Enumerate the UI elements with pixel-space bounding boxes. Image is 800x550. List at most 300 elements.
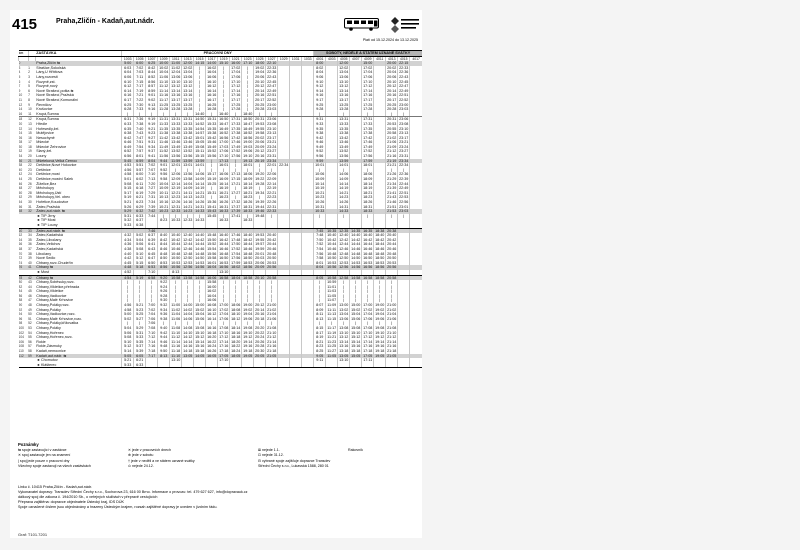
departure-time: | <box>206 321 218 326</box>
departure-time: 8:59 <box>146 89 158 94</box>
trip-number: 1007 <box>146 56 158 61</box>
stop-name: Kadaň,aut.nádr. ⇆ <box>35 354 121 359</box>
departure-time: 8:57 <box>146 84 158 89</box>
departure-time: 9:52 <box>158 168 170 173</box>
departure-time: 6:12 <box>122 84 134 89</box>
departure-time <box>266 363 278 368</box>
departure-time: 8:13 <box>158 354 170 359</box>
departure-time: 11:05 <box>327 353 337 358</box>
departure-time: 18:56 <box>243 265 253 270</box>
departure-time: 22:47 <box>267 84 277 89</box>
departure-time: 14:14 <box>339 181 349 186</box>
departure-time: 9:52 <box>314 149 326 154</box>
departure-time: | <box>218 321 230 326</box>
departure-time: 17:13 <box>231 172 241 177</box>
departure-time: 16:16 <box>207 93 217 98</box>
departure-time: 13:42 <box>183 135 193 140</box>
footnote: † jede v neděli a ve státem uznané svátky <box>128 458 195 463</box>
departure-time: 8:19 <box>314 335 326 340</box>
row-km: 106 <box>18 339 25 344</box>
departure-time: 12:26 <box>171 200 181 204</box>
departure-time: | <box>374 285 386 290</box>
departure-time: 14:58 <box>195 275 205 280</box>
departure-time: | <box>314 298 326 303</box>
departure-time: 14:26 <box>339 200 349 204</box>
departure-time: 13:25 <box>171 102 181 107</box>
departure-time: 16:56 <box>363 265 373 270</box>
row-km: 92 <box>18 307 23 312</box>
departure-time: 14:18 <box>183 349 193 353</box>
departure-time: 22:26 <box>267 200 277 204</box>
departure-time: 17:35 <box>231 126 241 131</box>
departure-time: 11:01 <box>327 284 337 289</box>
departure-time: 18:40 <box>375 233 385 238</box>
departure-time: 9:34 <box>146 145 158 150</box>
stop-name: Hořesedly,žel. <box>36 126 60 131</box>
departure-time: 14:40 <box>195 111 205 116</box>
departure-time: | <box>194 168 206 173</box>
departure-time: 9:49 <box>314 145 326 150</box>
departure-time: 20:09 <box>255 265 265 270</box>
departure-time: 17:18 <box>363 349 373 353</box>
row-index: 48 <box>28 303 32 308</box>
departure-time: 16:40 <box>219 111 229 116</box>
departure-time: 15:08 <box>351 326 361 331</box>
trip-number: 4015 <box>398 56 410 61</box>
departure-time: | <box>122 321 134 326</box>
departure-time: 7:08 <box>146 326 158 331</box>
departure-time: | <box>314 321 326 326</box>
departure-time: 7:33 <box>134 107 146 112</box>
departure-time: | <box>194 75 206 80</box>
row-index: 35 <box>28 237 32 242</box>
departure-time: | <box>194 93 206 98</box>
departure-time: 6:39 <box>146 238 158 243</box>
departure-time: 18:56 <box>375 265 385 270</box>
row-km: 7 <box>18 84 21 89</box>
departure-time: 22:43 <box>399 74 409 79</box>
departure-time: 22:56 <box>399 200 409 204</box>
departure-time: 21:02 <box>267 307 277 312</box>
departure-time: 11:14 <box>171 339 181 344</box>
departure-time: 6:18 <box>134 186 146 191</box>
departure-time: 16:00 <box>207 284 217 289</box>
departure-time: 23:34 <box>267 158 277 163</box>
departure-time: 10:56 <box>327 265 337 270</box>
row-index: 54 <box>28 330 32 335</box>
departure-time: 5:21 <box>122 200 134 205</box>
departure-time: | <box>350 285 362 290</box>
departure-time: 15:36 <box>207 200 217 204</box>
departure-time: 5:17 <box>122 191 134 196</box>
trip-number: 1033 <box>302 56 314 61</box>
departure-time: 10:31 <box>315 204 325 209</box>
departure-time: 17:16 <box>219 344 229 349</box>
departure-time: 16:04 <box>207 70 217 75</box>
departure-time: 10:19 <box>315 186 325 191</box>
departure-time: 14:06 <box>339 172 349 177</box>
row-km: 4 <box>18 70 21 75</box>
departure-time: 5:14 <box>122 349 134 354</box>
departure-time: | <box>194 289 206 294</box>
departure-time: 7:10 <box>146 172 158 177</box>
departure-time: | <box>194 80 206 85</box>
departure-time: 11:16 <box>171 344 181 349</box>
row-km: 22 <box>18 126 23 131</box>
departure-time: 14:21 <box>183 204 193 209</box>
departure-time: 15:16 <box>351 344 361 349</box>
departure-time: | <box>386 285 398 290</box>
departure-time: 12:14 <box>171 181 181 186</box>
departure-time: | <box>254 186 266 191</box>
row-km: 10 <box>18 93 23 98</box>
departure-time: 13:02 <box>339 307 349 312</box>
departure-time: 13:56 <box>183 154 193 159</box>
departure-time: 4:54 <box>122 275 134 280</box>
departure-time: 13:16 <box>339 344 349 349</box>
departure-time: 7:27 <box>146 186 158 191</box>
departure-time: 11:08 <box>171 326 181 331</box>
departure-time: 20:16 <box>255 312 265 317</box>
departure-time: 22:51 <box>399 93 409 98</box>
departure-time: 8:11 <box>314 312 326 317</box>
departure-time: 9:17 <box>314 98 326 103</box>
departure-time: 19:06 <box>375 316 385 321</box>
stop-name: Lány,U Hřbitova <box>36 70 63 75</box>
departure-time: 21:41 <box>387 190 397 195</box>
stop-name: Chbany,Poláky,rozc. <box>36 303 70 308</box>
row-index: 57 <box>28 344 32 349</box>
departure-time: 6:06 <box>122 75 134 80</box>
row-index: 19 <box>28 149 32 154</box>
departure-time: 12:40 <box>339 233 349 238</box>
departure-time: 14:16 <box>183 200 193 204</box>
departure-time: 5:39 <box>134 349 146 354</box>
departure-time: 19:12 <box>375 335 385 340</box>
departure-time: | <box>254 285 266 290</box>
departure-time: | <box>230 159 242 164</box>
departure-time: 23:01 <box>399 204 409 209</box>
departure-time: 23:00 <box>267 102 277 107</box>
departure-time <box>146 363 158 368</box>
departure-time: 22:34 <box>399 163 409 168</box>
departure-time: 7:44 <box>146 214 158 219</box>
departure-time: 4:58 <box>122 308 134 313</box>
departure-time: 5:29 <box>134 326 146 331</box>
departure-time: 7:06 <box>146 317 158 322</box>
departure-time: 13:17 <box>183 97 193 102</box>
footnote: ✕ jede v pracovních dnech <box>128 448 171 452</box>
footnote: ⊕ jede v sobotu <box>128 453 154 458</box>
departure-time: | <box>374 289 386 294</box>
departure-time: 22:10 <box>267 61 277 66</box>
row-index: 26 <box>28 181 32 186</box>
departure-time: 22:44 <box>399 181 409 186</box>
departure-time: 5:31 <box>134 331 146 336</box>
departure-time: | <box>230 280 242 285</box>
departure-time: 15:15 <box>195 154 205 159</box>
departure-time: 22:15 <box>399 61 409 66</box>
departure-time: 18:46 <box>375 246 385 251</box>
row-km: 46 <box>18 181 23 186</box>
departure-time: | <box>218 80 230 85</box>
timetable-sheet <box>10 10 422 538</box>
departure-time: 17:06 <box>231 74 241 79</box>
departure-time: 5:01 <box>122 177 134 182</box>
departure-time: 10:09 <box>159 186 169 191</box>
departure-time: 13:35 <box>171 126 181 131</box>
departure-time: 18:08 <box>231 307 241 312</box>
departure-time: 7:54 <box>314 247 326 252</box>
stop-name: Žatec,Pražská <box>36 204 60 209</box>
departure-time: 23:31 <box>399 154 409 159</box>
departure-time: 12:04 <box>171 70 181 75</box>
departure-time: 6:23 <box>134 200 146 205</box>
departure-time: 18:48 <box>375 251 385 256</box>
departure-time: | <box>266 280 278 285</box>
row-index: 30 <box>28 200 32 204</box>
departure-time: 7:57 <box>134 149 146 154</box>
departure-time: 12:50 <box>339 256 349 261</box>
departure-time: 16:06 <box>207 74 217 79</box>
departure-time: | <box>194 98 206 103</box>
departure-time: 18:21 <box>243 190 253 195</box>
departure-time: 23:21 <box>399 140 409 145</box>
departure-time: | <box>170 321 182 326</box>
departure-time: 14:46 <box>195 246 205 251</box>
stop-name: Chbany,Poláky,křižovatka <box>36 321 79 326</box>
departure-time: 22:51 <box>399 190 409 195</box>
departure-time: 20:12 <box>255 84 265 89</box>
departure-time: 18:58 <box>243 275 253 280</box>
departure-time: | <box>266 214 278 219</box>
departure-time: 17:10 <box>219 330 229 335</box>
departure-time: | <box>350 280 362 285</box>
departure-time: 19:44 <box>255 204 265 209</box>
stop-name: ◄ TIP Most <box>36 218 56 223</box>
departure-time: 13:59 <box>339 158 349 163</box>
departure-time: 8:42 <box>146 66 158 71</box>
departure-time: 9:30 <box>158 298 170 303</box>
departure-time: 16:53 <box>363 260 373 265</box>
departure-time: | <box>122 298 134 303</box>
departure-time: 17:08 <box>219 326 229 331</box>
row-index: 4 <box>28 79 30 84</box>
departure-time: | <box>398 112 410 117</box>
departure-time: 8:56 <box>146 80 158 85</box>
departure-time: | <box>254 289 266 294</box>
departure-time: | <box>266 112 278 117</box>
departure-time: 15:06 <box>351 316 361 321</box>
validity-period: Platí od 15.12.2024 do 13.12.2025 <box>362 38 418 42</box>
departure-time: 9:25 <box>314 103 326 108</box>
departure-time: 6:32 <box>134 209 146 214</box>
departure-time: 20:28 <box>255 344 265 349</box>
trip-number: 1019 <box>218 56 230 61</box>
departure-time: 10:26 <box>315 200 325 204</box>
departure-time: | <box>242 84 254 89</box>
departure-time: 18:47 <box>243 121 253 126</box>
departure-time: 10:14 <box>315 181 325 186</box>
departure-time: 13:52 <box>171 149 181 154</box>
departure-time: | <box>194 70 206 75</box>
departure-time: 16:33 <box>219 218 229 223</box>
departure-time: | <box>218 89 230 94</box>
row-index: 51 <box>28 316 32 321</box>
departure-time: 8:50 <box>158 256 170 261</box>
departure-time: 14:10 <box>183 330 193 335</box>
departure-time: 9:19 <box>146 117 158 122</box>
departure-time: 13:56 <box>171 154 181 159</box>
departure-time: 11:38 <box>159 131 169 136</box>
departure-time: | <box>254 195 266 200</box>
row-index: 53 <box>28 326 32 331</box>
departure-time: | <box>146 285 158 290</box>
departure-time: 16:31 <box>219 204 229 209</box>
departure-time: 6:56 <box>122 154 134 159</box>
departure-time: 21:04 <box>267 312 277 317</box>
departure-time: | <box>266 294 278 299</box>
departure-time: 17:05 <box>219 353 229 358</box>
departure-time: 16:44 <box>363 242 373 247</box>
departure-time: 5:12 <box>134 256 146 261</box>
departure-time: 10:11 <box>159 190 169 195</box>
timetable-header <box>10 10 422 46</box>
departure-time <box>182 363 194 368</box>
departure-time: | <box>230 289 242 294</box>
departure-time: 14:53 <box>351 260 361 265</box>
departure-time: 6:00 <box>134 61 146 66</box>
departure-time: 18:09 <box>243 177 253 182</box>
departure-time: 23:27 <box>399 149 409 154</box>
stop-name: Žatec,Libočany <box>36 237 62 242</box>
departure-time: 17:49 <box>363 144 373 149</box>
row-km: 110 <box>18 349 24 353</box>
departure-time: 22:23 <box>267 195 277 200</box>
departure-time: 21:04 <box>387 312 397 317</box>
departure-time: 16:53 <box>219 260 229 265</box>
departure-time: 11:25 <box>327 344 337 349</box>
departure-time: 15:18 <box>195 349 205 353</box>
departure-time: 6:03 <box>122 66 134 71</box>
departure-time: 5:06 <box>134 242 146 247</box>
departure-time: 6:33 <box>134 363 146 368</box>
departure-time: 8:42 <box>158 238 170 243</box>
departure-time: 16:14 <box>219 181 229 186</box>
departure-time: 19:22 <box>255 177 265 182</box>
departure-time: 18:40 <box>243 233 253 238</box>
departure-time: 17:41 <box>231 213 241 218</box>
departure-time: | <box>134 112 146 117</box>
departure-time: 15:58 <box>207 280 217 285</box>
departure-time: 20:16 <box>387 93 397 98</box>
departure-time: | <box>338 112 350 117</box>
departure-time: 8:05 <box>314 275 326 280</box>
departure-time: 9:38 <box>158 317 170 322</box>
departure-time: 21:00 <box>267 303 277 308</box>
row-index: 24 <box>28 172 32 177</box>
departure-time: | <box>242 285 254 290</box>
row-index: 27 <box>28 186 32 191</box>
row-km: 12 <box>18 102 23 107</box>
departure-time: 5:04 <box>134 238 146 243</box>
departure-time: 21:53 <box>387 209 397 214</box>
departure-time: 12:48 <box>339 251 349 256</box>
departure-time: 17:16 <box>231 93 241 98</box>
departure-time: 13:42 <box>171 135 181 140</box>
departure-time: 17:16 <box>363 344 373 349</box>
departure-time: 9:44 <box>158 335 170 340</box>
departure-time: 7:17 <box>146 354 158 359</box>
departure-time: | <box>266 285 278 290</box>
departure-time: 14:08 <box>183 326 193 331</box>
stop-name: Chbany,Vikletice <box>36 289 64 294</box>
departure-time: | <box>206 112 218 117</box>
departure-time: 11:10 <box>159 79 169 84</box>
row-km: 42 <box>18 172 23 177</box>
departure-time: 5:37 <box>134 344 146 349</box>
departure-time: 13:10 <box>171 79 181 84</box>
trip-number: 4007 <box>350 56 362 61</box>
departure-time: | <box>314 112 326 117</box>
departure-time: 14:33 <box>339 209 349 214</box>
departure-time: 10:44 <box>327 242 337 247</box>
departure-time: | <box>218 285 230 290</box>
departure-time: 20:03 <box>255 256 265 261</box>
departure-time: 7:52 <box>314 242 326 247</box>
departure-time: 5:05 <box>122 354 134 359</box>
departure-time: 19:04 <box>243 312 253 317</box>
departure-time: | <box>254 163 266 168</box>
departure-time: 16:22 <box>207 339 217 344</box>
departure-time: 20:42 <box>267 237 277 242</box>
departure-time: 21:29 <box>387 177 397 182</box>
departure-time: 6:14 <box>122 89 134 94</box>
departure-time: 20:53 <box>387 121 397 126</box>
departure-time <box>194 363 206 368</box>
departure-time: 11:49 <box>159 144 169 149</box>
departure-time: 21:14 <box>387 339 397 344</box>
departure-time: 13:38 <box>183 131 193 136</box>
departure-time: 10:21 <box>159 204 169 209</box>
departure-time: 23:03 <box>399 209 409 214</box>
departure-time: 7:13 <box>146 177 158 182</box>
departure-time: 17:59 <box>231 260 241 265</box>
departure-time: 8:17 <box>314 331 326 336</box>
departure-time: 9:22 <box>158 280 170 285</box>
row-index: 2 <box>28 70 30 75</box>
departure-time: 17:02 <box>231 65 241 70</box>
row-km: 62 <box>18 233 23 238</box>
departure-time: | <box>350 294 362 299</box>
row-km: 38 <box>18 163 23 168</box>
departure-time: 20:02 <box>387 65 397 70</box>
departure-time: | <box>374 280 386 285</box>
departure-time: 6:33 <box>134 214 146 219</box>
departure-time: 9:23 <box>146 131 158 136</box>
departure-time: 6:58 <box>146 275 158 280</box>
row-index: 9 <box>28 102 30 107</box>
row-km: 30 <box>18 144 23 149</box>
departure-time: | <box>206 195 218 200</box>
departure-time: | <box>386 168 398 173</box>
departure-time: 11:06 <box>171 316 181 321</box>
departure-time: 6:49 <box>122 145 134 150</box>
departure-time: 16:50 <box>219 256 229 261</box>
departure-time: 13:42 <box>339 135 349 140</box>
footnote: Všechny spoje zastavují na všech zastávkách <box>18 463 91 468</box>
departure-time: | <box>194 84 206 89</box>
